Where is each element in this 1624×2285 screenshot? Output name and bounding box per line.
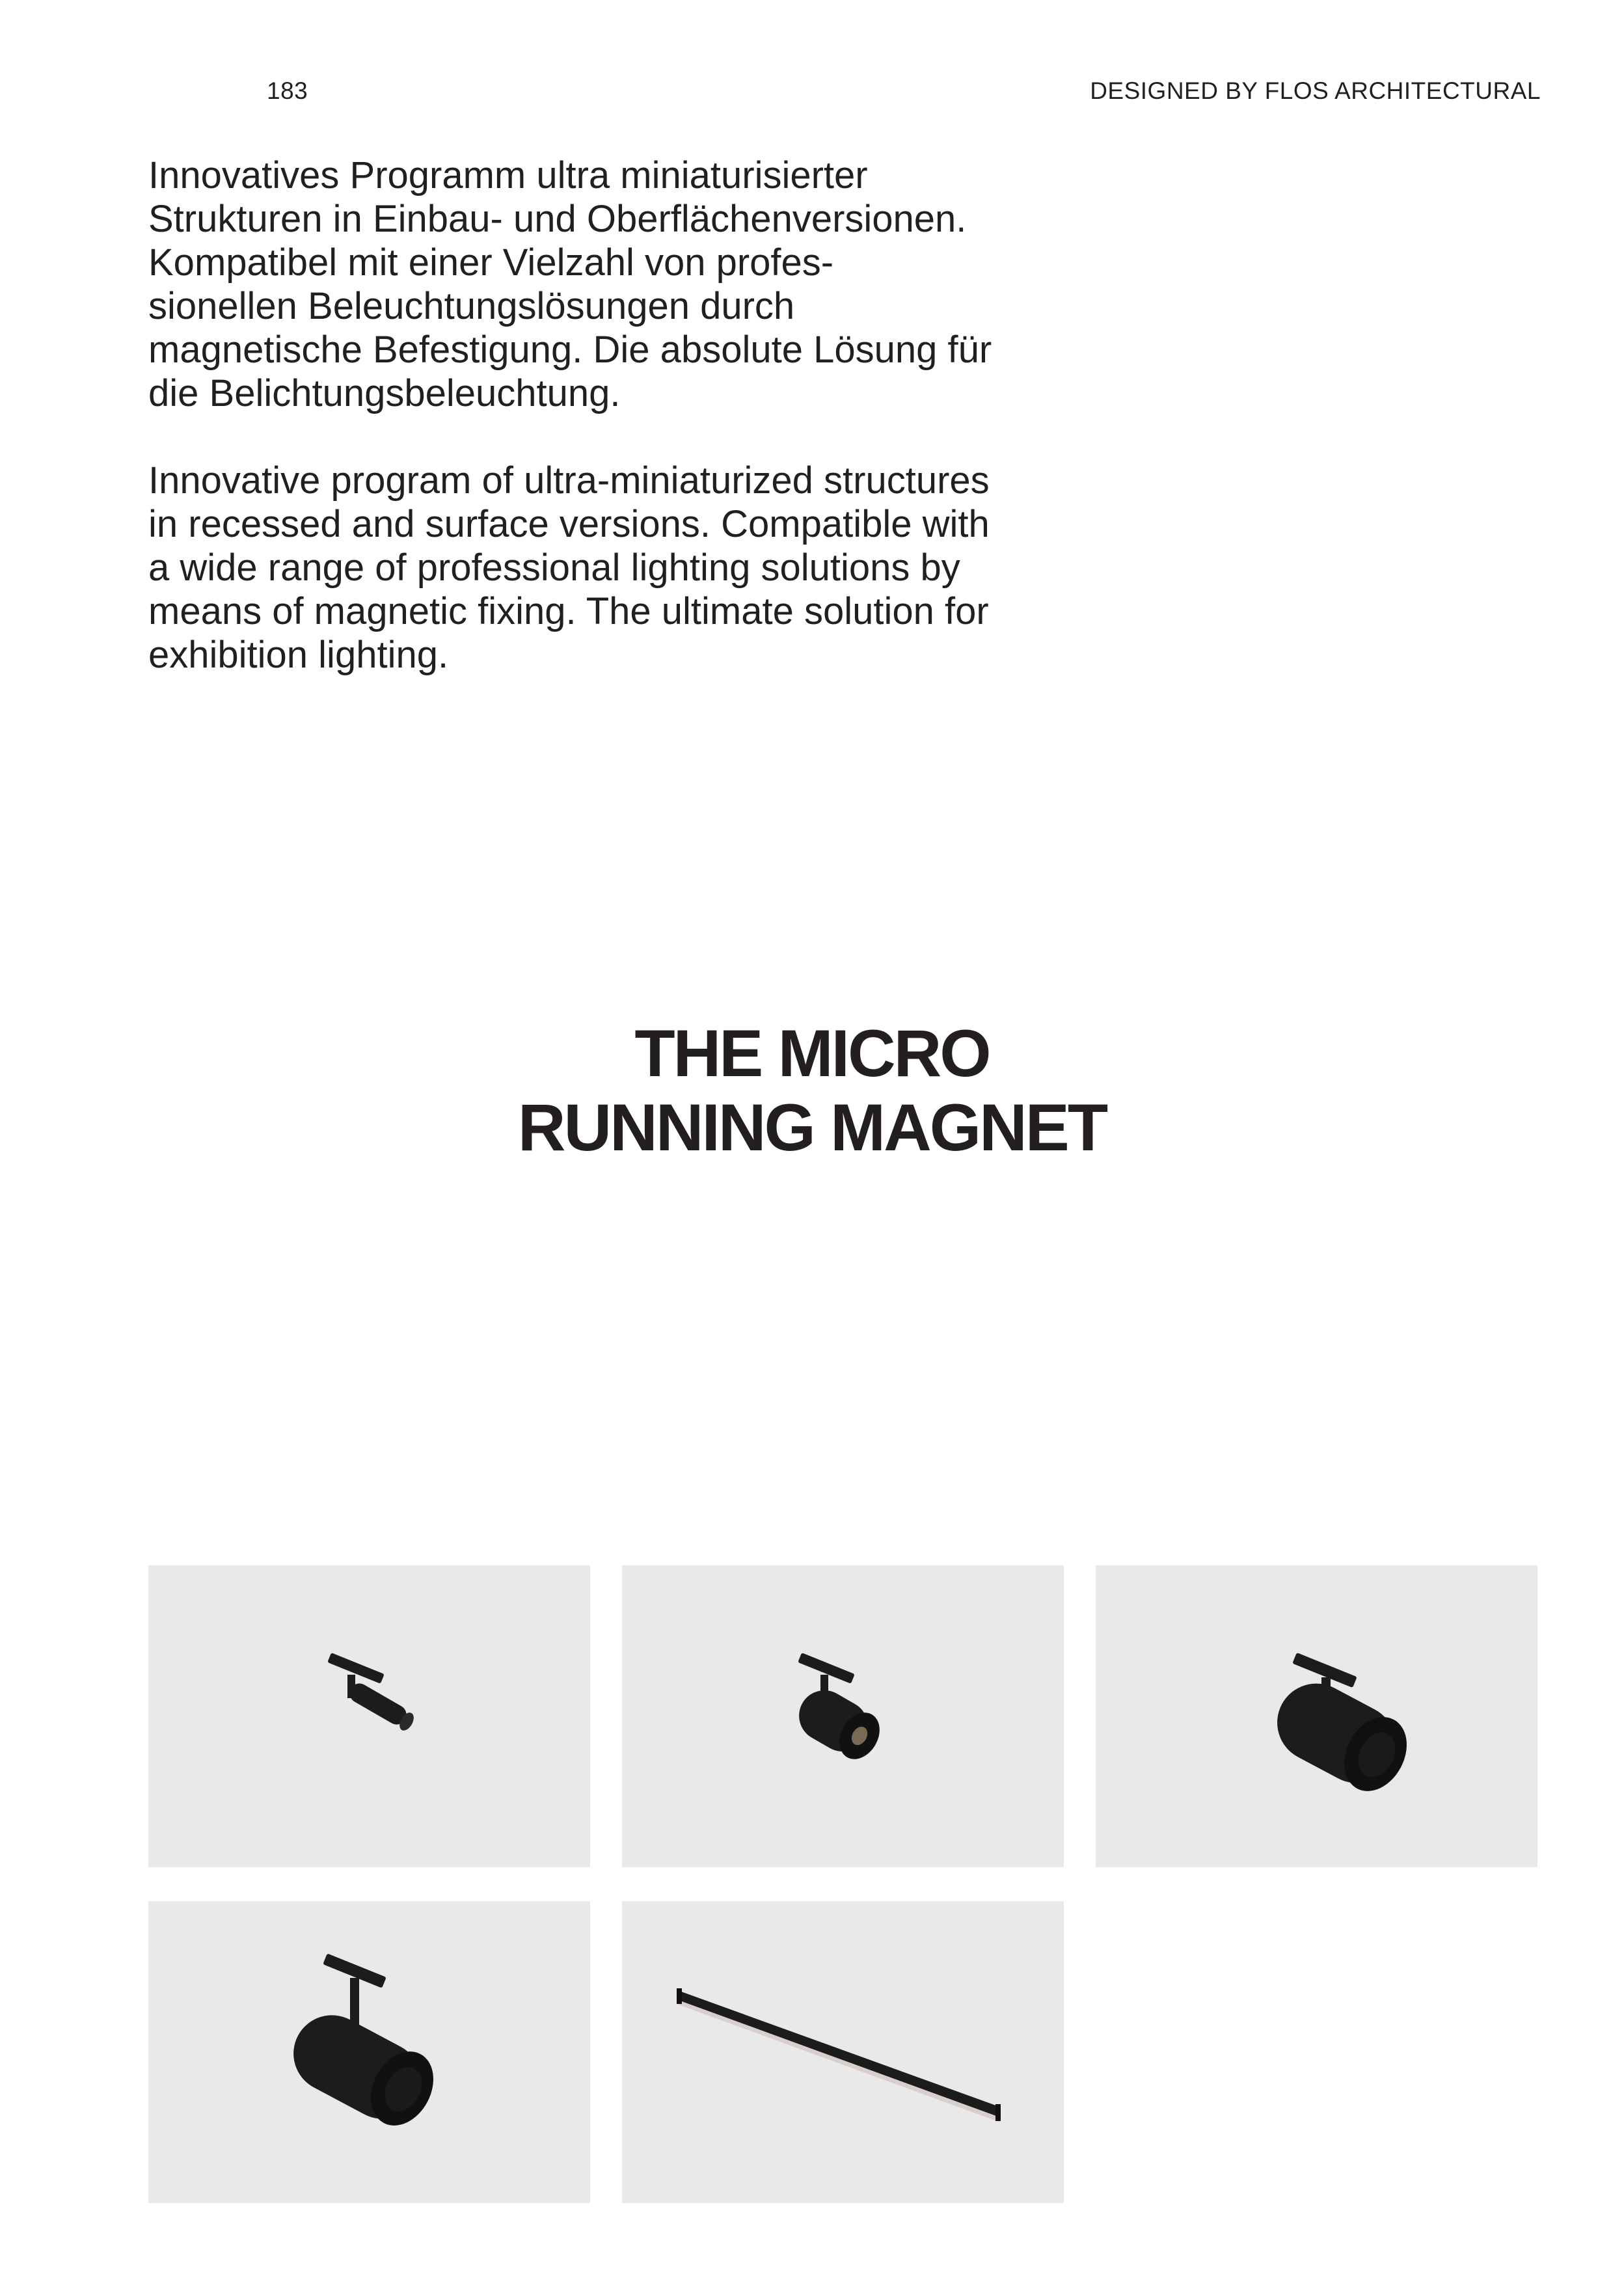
intro-en-line: exhibition lighting.	[148, 634, 449, 676]
linear-light-icon	[622, 1901, 1064, 2203]
intro-de-line: die Belichtungsbeleuchtung.	[148, 372, 621, 414]
product-tile-medium-spotlight	[622, 1565, 1064, 1867]
product-tile-pendant-spotlight	[148, 1901, 590, 2203]
intro-en-line: Innovative program of ultra-miniaturized structures	[148, 459, 990, 502]
intro-paragraph-german	[148, 154, 1072, 415]
page-title	[0, 1016, 1624, 1165]
intro-en-line: in recessed and surface versions. Compatible with	[148, 503, 990, 545]
medium-spotlight-icon	[622, 1565, 1064, 1867]
large-spotlight-icon	[1096, 1565, 1537, 1867]
running-header: DESIGNED BY FLOS ARCHITECTURAL	[1090, 77, 1541, 104]
product-tile-small-spotlight	[148, 1565, 590, 1867]
pendant-spotlight-icon	[148, 1901, 590, 2203]
title-line-1: THE MICRO	[634, 1016, 990, 1090]
title-line-2: RUNNING MAGNET	[517, 1090, 1107, 1165]
intro-en-line: a wide range of professional lighting solutions by	[148, 547, 960, 589]
intro-de-line: magnetische Befestigung. Die absolute Lösung für	[148, 329, 992, 371]
intro-de-line: sionellen Beleuchtungslösungen durch	[148, 285, 795, 327]
product-tile-large-spotlight	[1096, 1565, 1537, 1867]
intro-de-line: Kompatibel mit einer Vielzahl von profes-	[148, 241, 834, 284]
small-spotlight-icon	[148, 1565, 590, 1867]
page-number: 183	[267, 77, 308, 104]
intro-paragraph-english	[148, 459, 1072, 677]
intro-en-line: means of magnetic fixing. The ultimate solution for	[148, 590, 989, 632]
product-tile-linear-light	[622, 1901, 1064, 2203]
intro-de-line: Strukturen in Einbau- und Oberflächenversionen.	[148, 198, 967, 240]
intro-text	[148, 154, 1072, 677]
intro-de-line: Innovatives Programm ultra miniaturisierter	[148, 154, 868, 196]
